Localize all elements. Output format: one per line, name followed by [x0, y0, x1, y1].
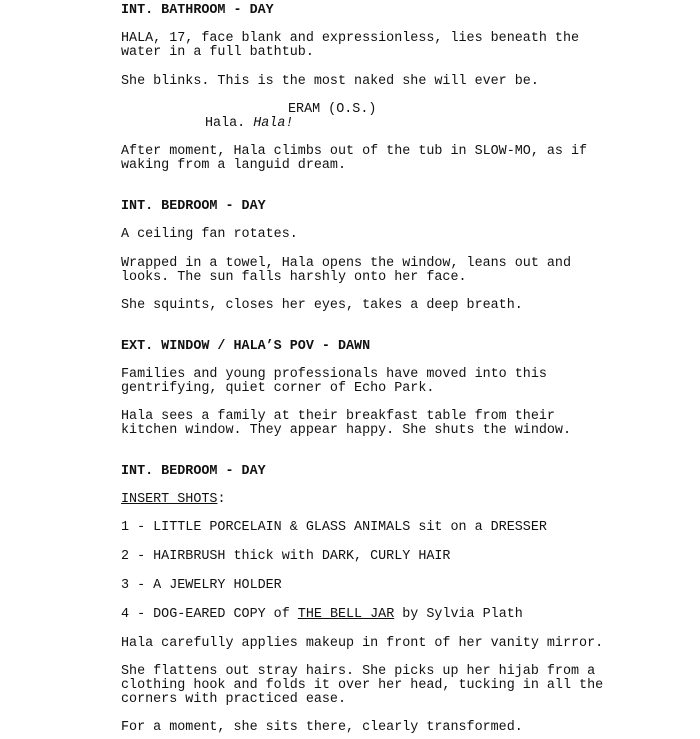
- action-line: clothing hook and folds it over her head, tucking in all the: [121, 678, 604, 693]
- action-line: waking from a languid dream.: [121, 158, 346, 173]
- insert-item: 2 - HAIRBRUSH thick with DARK, CURLY HAIR: [121, 549, 451, 564]
- action-line: water in a full bathtub.: [121, 45, 314, 60]
- scene-heading: EXT. WINDOW / HALA’S POV - DAWN: [121, 339, 371, 354]
- action-line: looks. The sun falls harshly onto her face.: [121, 270, 467, 285]
- action-line: Wrapped in a towel, Hala opens the window, leans out and: [121, 256, 571, 271]
- action-line: She flattens out stray hairs. She picks up her hijab from a: [121, 664, 596, 679]
- character-cue: ERAM (O.S.): [288, 102, 377, 117]
- action-line: After moment, Hala climbs out of the tub in SLOW-MO, as if: [121, 144, 588, 159]
- action-line: Hala sees a family at their breakfast table from their: [121, 409, 555, 424]
- action-line: Families and young professionals have moved into this: [121, 367, 547, 382]
- insert-shots-label: [121, 493, 225, 507]
- action-line: For a moment, she sits there, clearly transformed.: [121, 720, 523, 735]
- insert-item: 1 - LITTLE PORCELAIN & GLASS ANIMALS sit on a DRESSER: [121, 520, 547, 535]
- insert-shots-text: INSERT SHOTS: [121, 492, 218, 507]
- insert-item: 3 - A JEWELRY HOLDER: [121, 578, 282, 593]
- action-line: HALA, 17, face blank and expressionless, lies beneath the: [121, 31, 580, 46]
- dialogue-plain: Hala.: [205, 116, 254, 131]
- scene-heading: INT. BATHROOM - DAY: [121, 3, 274, 18]
- insert-shots-colon: :: [217, 492, 226, 507]
- scene-heading: INT. BEDROOM - DAY: [121, 199, 266, 214]
- action-line: She blinks. This is the most naked she will ever be.: [121, 74, 539, 89]
- action-line: Hala carefully applies makeup in front of her vanity mirror.: [121, 636, 604, 651]
- action-line: She squints, closes her eyes, takes a deep breath.: [121, 298, 523, 313]
- insert-item-suffix: by Sylvia Plath: [394, 607, 523, 622]
- book-title: THE BELL JAR: [297, 607, 395, 622]
- insert-item-prefix: 4 - DOG-EARED COPY of: [121, 607, 298, 622]
- action-line: corners with practiced ease.: [121, 692, 346, 707]
- insert-item: [121, 608, 523, 622]
- action-line: kitchen window. They appear happy. She shuts the window.: [121, 423, 571, 438]
- action-line: A ceiling fan rotates.: [121, 227, 298, 242]
- scene-heading: INT. BEDROOM - DAY: [121, 464, 266, 479]
- dialogue-italic: Hala!: [253, 116, 294, 131]
- action-line: gentrifying, quiet corner of Echo Park.: [121, 381, 435, 396]
- dialogue-line: [205, 117, 293, 131]
